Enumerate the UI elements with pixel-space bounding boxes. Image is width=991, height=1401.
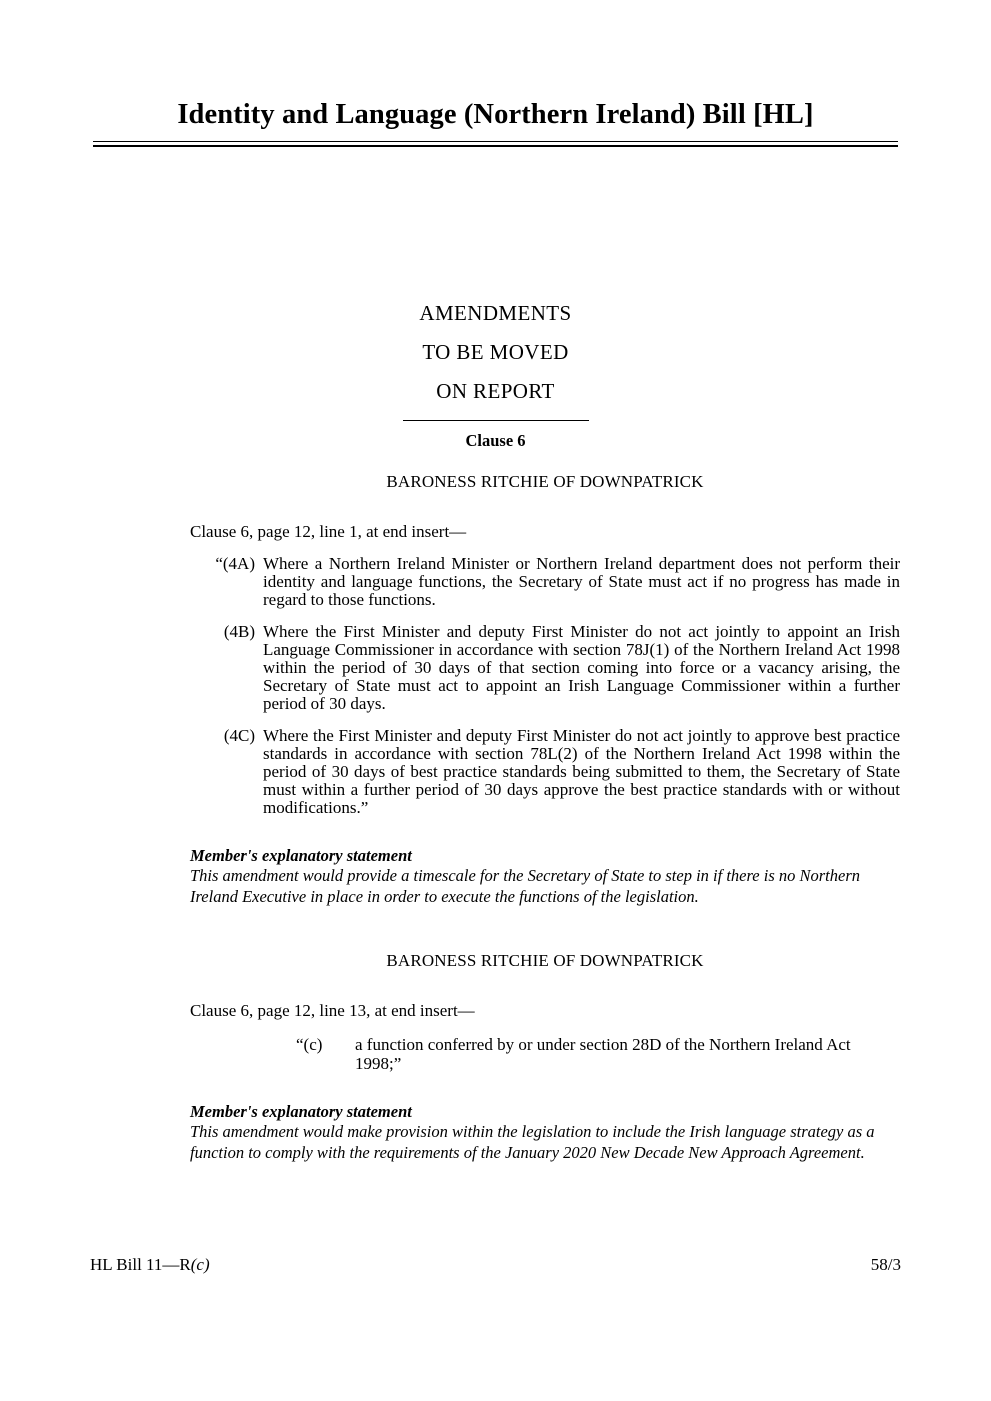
amendment-instruction: Clause 6, page 12, line 1, at end insert— xyxy=(190,521,467,541)
bill-reference-suffix: (c) xyxy=(190,1255,210,1274)
heading-amendments: AMENDMENTS xyxy=(419,301,572,325)
amendment-instruction: Clause 6, page 12, line 13, at end insert— xyxy=(190,1001,475,1020)
clause-heading: Clause 6 xyxy=(465,431,526,450)
subparagraph-marker: (4B) xyxy=(223,622,255,642)
subparagraph-text: Where the First Minister and deputy First Minister do not act jointly to appoint an Irish Language Commissioner in accordance with section 78J(1) of the Northern Ireland Act 1998 within the period of 30 days of that section coming into force or a vacancy arising, the Secretary of State must act to appoint an Irish Language Commissioner within a further period of 30 days. xyxy=(263,622,900,714)
title-double-rule xyxy=(93,141,898,147)
title-block xyxy=(93,98,898,147)
heading-on-report: ON REPORT xyxy=(436,379,555,403)
subparagraph-marker: “(c) xyxy=(296,1034,323,1054)
member-name: BARONESS RITCHIE OF DOWNPATRICK xyxy=(386,951,704,971)
explanatory-statement-heading: Member's explanatory statement xyxy=(190,1101,412,1121)
heading-to-be-moved: TO BE MOVED xyxy=(422,340,569,364)
member-name: BARONESS RITCHIE OF DOWNPATRICK xyxy=(386,472,704,491)
subparagraph-marker: (4C) xyxy=(223,726,255,746)
bill-reference-prefix: HL Bill 11—R xyxy=(90,1255,191,1274)
page-number: 58/3 xyxy=(870,1255,901,1274)
subparagraph xyxy=(190,1035,900,1073)
page-footer xyxy=(90,1255,901,1275)
bill-reference xyxy=(90,1255,210,1275)
explanatory-statement-text: This amendment would make provision within the legislation to include the Irish language strategy as a function to comply with the requirements of the January 2020 New Decade New Approach Agreement. xyxy=(190,1121,875,1162)
subparagraph-text: Where a Northern Ireland Minister or Northern Ireland department does not perform their identity and language functions, the Secretary of State must act if no progress has made in regard to those functions. xyxy=(263,554,900,610)
explanatory-statement-heading: Member's explanatory statement xyxy=(190,846,412,866)
subparagraph xyxy=(190,623,900,713)
page-title: Identity and Language (Northern Ireland) Bill [HL] xyxy=(177,99,814,130)
subparagraph xyxy=(190,727,900,817)
heading-short-rule xyxy=(403,420,589,421)
explanatory-statement-text: This amendment would provide a timescale for the Secretary of State to step in if there is no Northern Ireland Executive in place in order to execute the functions of the legislation. xyxy=(190,866,860,907)
subparagraph-text: a function conferred by or under section 28D of the Northern Ireland Act 1998;” xyxy=(355,1034,851,1073)
subparagraph-text: Where the First Minister and deputy First Minister do not act jointly to approve best practice standards in accordance with section 78L(2) of the Northern Ireland Act 1998 within the period of 30 days of best practice standards being submitted to them, the Secretary of State must within a further period of 30 days approve the best practice standards with or without modifications.” xyxy=(263,726,900,818)
amendments-body xyxy=(190,473,900,1163)
subparagraph xyxy=(190,555,900,609)
amendments-heading-group xyxy=(0,303,991,438)
subparagraph-marker: “(4A) xyxy=(215,554,255,574)
